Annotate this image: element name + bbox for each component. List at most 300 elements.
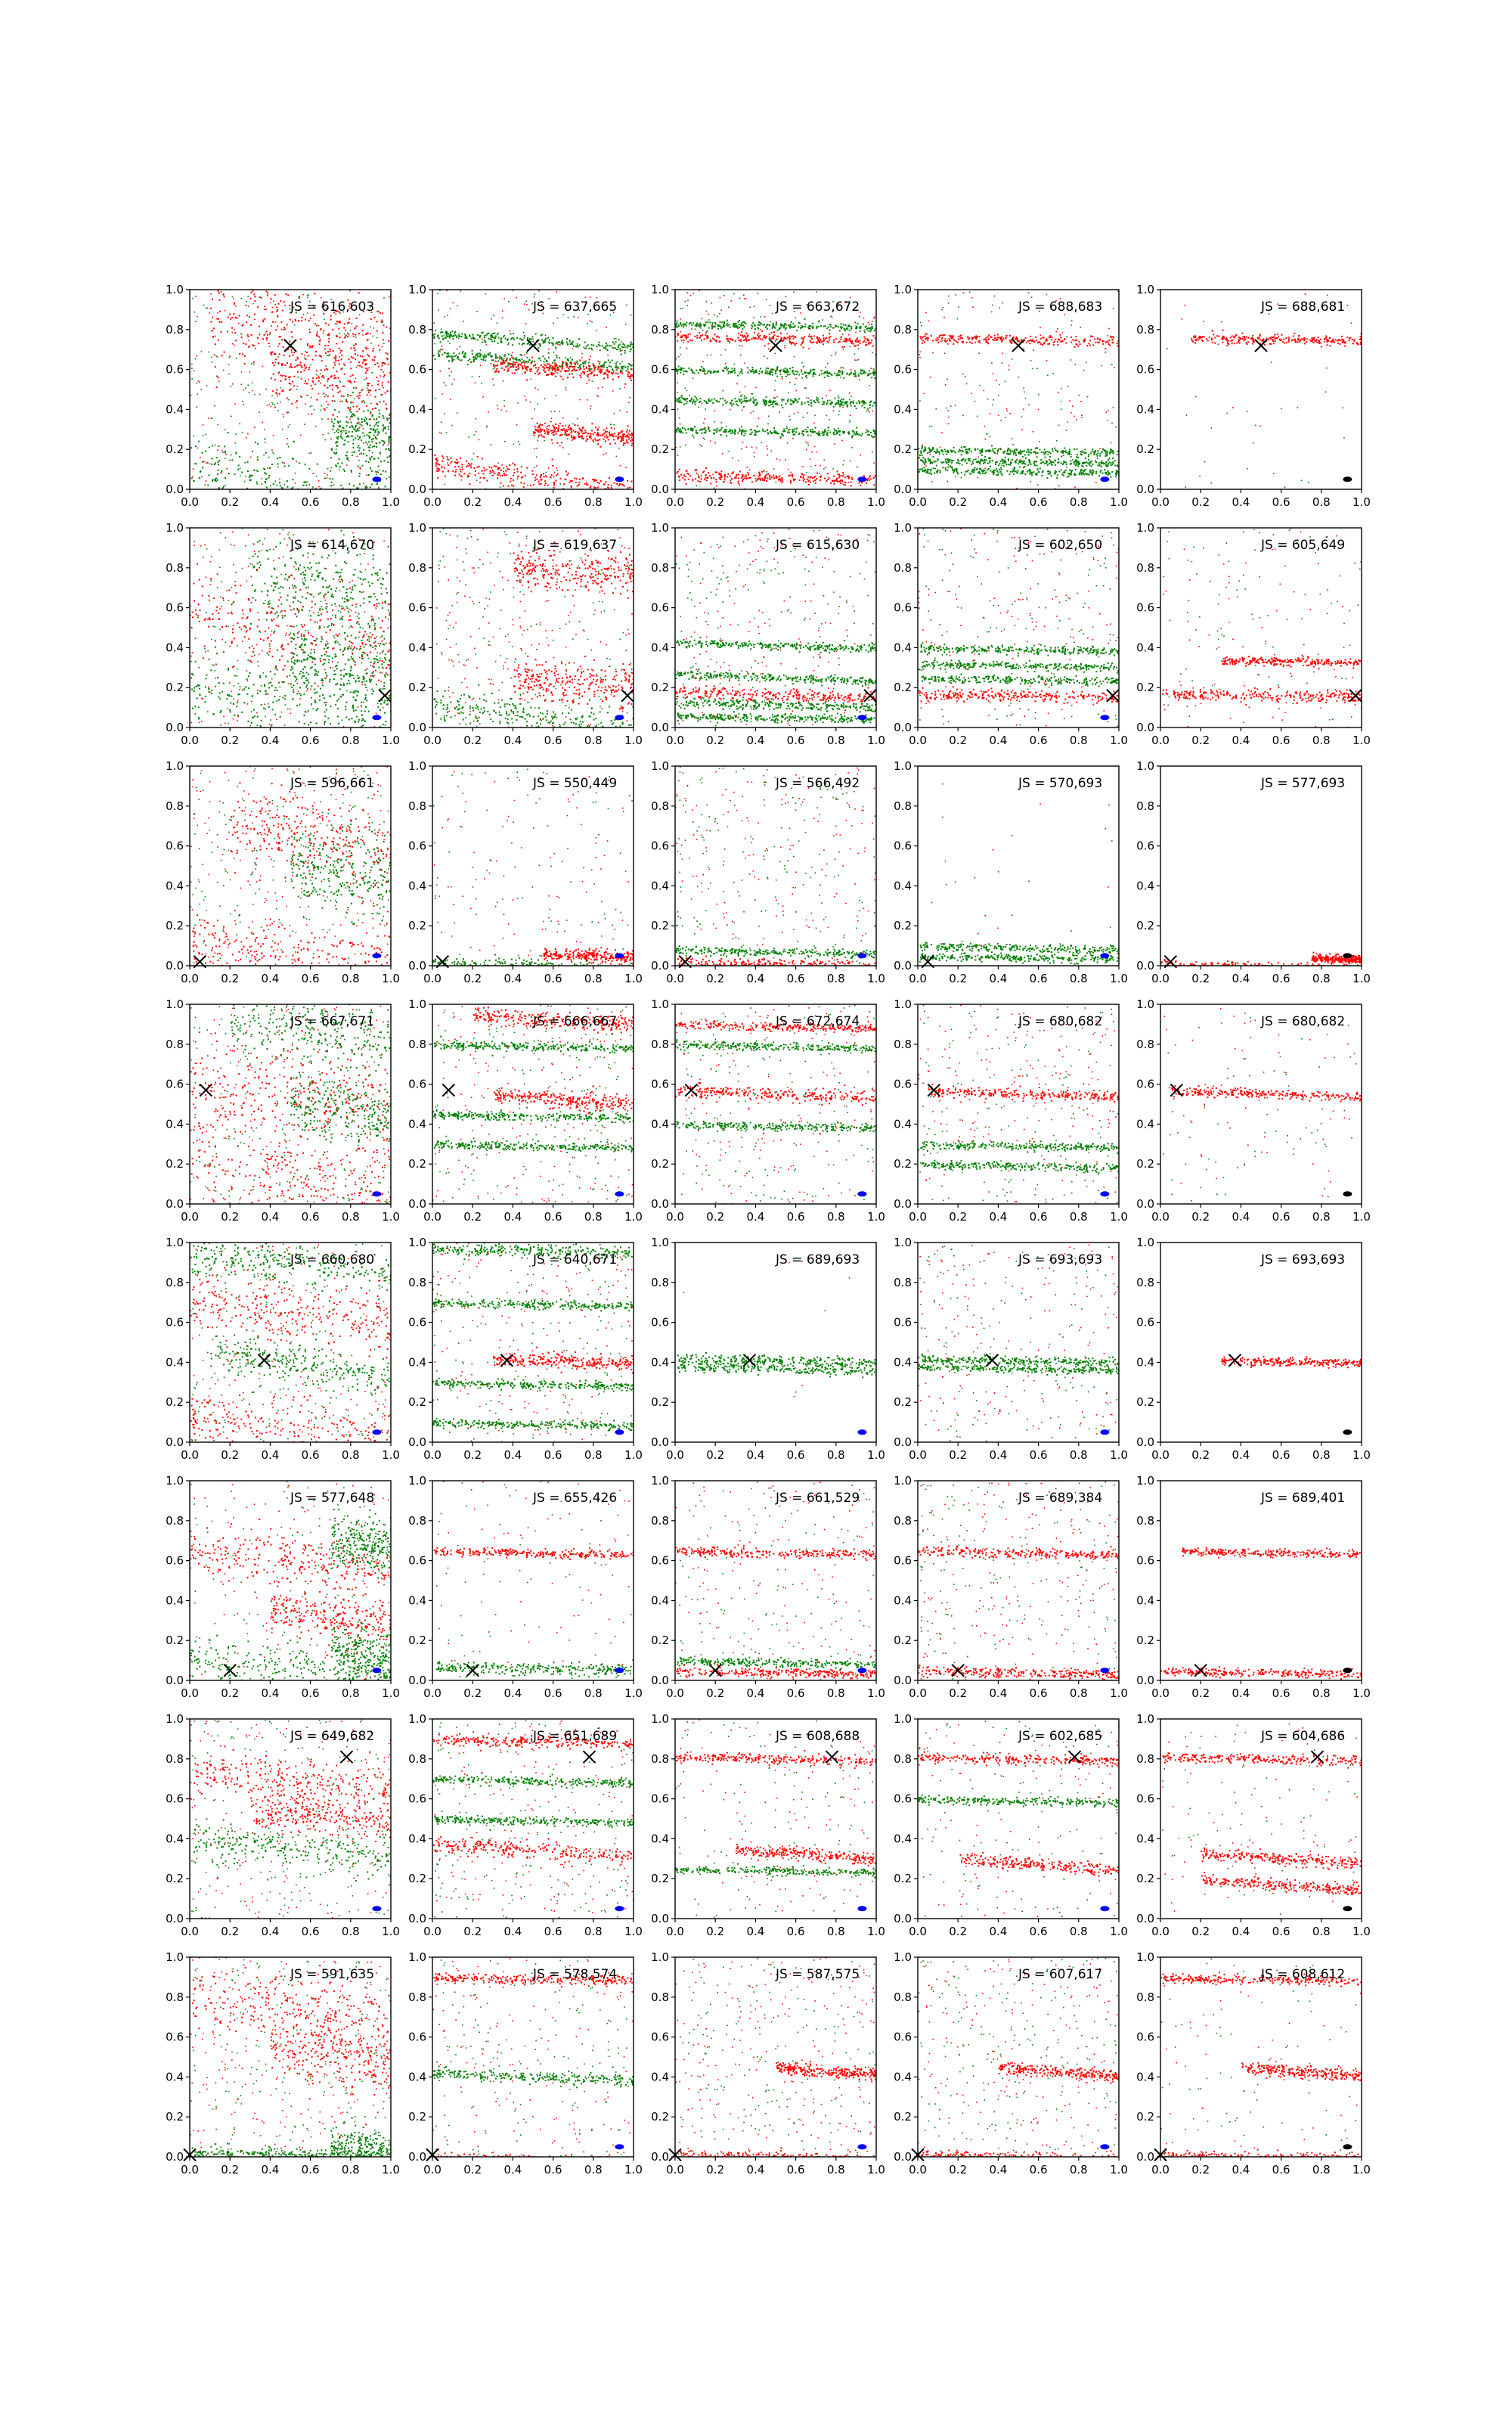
scatter-point bbox=[218, 290, 219, 292]
scatter-point bbox=[841, 481, 843, 482]
scatter-point bbox=[385, 352, 386, 354]
scatter-point bbox=[287, 362, 288, 364]
scatter-point bbox=[835, 479, 837, 481]
scatter-point bbox=[310, 365, 311, 366]
scatter-point bbox=[211, 417, 212, 419]
scatter-point bbox=[282, 488, 284, 489]
scatter-point bbox=[630, 346, 631, 347]
scatter-point bbox=[229, 355, 231, 357]
scatter-point bbox=[373, 359, 375, 361]
scatter-point bbox=[796, 330, 798, 331]
scatter-point bbox=[497, 357, 498, 358]
scatter-point bbox=[710, 482, 711, 484]
scatter-point bbox=[215, 445, 216, 446]
scatter-point bbox=[868, 430, 869, 432]
scatter-point bbox=[361, 366, 363, 368]
scatter-point bbox=[848, 476, 850, 478]
scatter-point bbox=[692, 399, 694, 401]
scatter-point bbox=[484, 470, 485, 471]
scatter-point bbox=[352, 425, 353, 427]
scatter-point bbox=[244, 462, 246, 464]
scatter-point bbox=[859, 434, 860, 436]
scatter-point bbox=[684, 428, 686, 430]
scatter-point bbox=[573, 346, 575, 347]
scatter-point bbox=[249, 298, 251, 299]
scatter-point bbox=[544, 423, 546, 424]
scatter-point bbox=[805, 324, 807, 325]
scatter-point bbox=[720, 297, 721, 299]
scatter-point bbox=[343, 396, 345, 397]
scatter-point bbox=[330, 351, 331, 352]
scatter-point bbox=[434, 334, 435, 335]
scatter-point bbox=[766, 324, 767, 326]
scatter-point bbox=[465, 337, 466, 339]
scatter-point bbox=[222, 451, 224, 453]
scatter-point bbox=[843, 377, 844, 379]
scatter-point bbox=[388, 428, 389, 430]
scatter-point bbox=[747, 467, 748, 468]
scatter-point bbox=[716, 336, 717, 337]
scatter-point bbox=[738, 321, 739, 323]
scatter-point bbox=[367, 348, 369, 349]
scatter-point bbox=[600, 371, 602, 373]
scatter-point bbox=[547, 363, 548, 365]
scatter-point bbox=[351, 436, 352, 437]
scatter-point bbox=[245, 343, 246, 345]
scatter-point bbox=[774, 389, 776, 391]
scatter-point bbox=[708, 321, 709, 323]
scatter-point bbox=[389, 417, 390, 419]
scatter-point bbox=[683, 474, 685, 476]
scatter-point bbox=[307, 395, 308, 396]
scatter-point bbox=[378, 487, 380, 489]
scatter-point bbox=[513, 463, 514, 464]
scatter-point bbox=[309, 329, 311, 330]
scatter-point bbox=[569, 374, 570, 375]
scatter-point bbox=[336, 371, 338, 372]
scatter-point bbox=[590, 486, 591, 487]
scatter-point bbox=[217, 461, 218, 463]
scatter-point bbox=[833, 411, 835, 412]
scatter-point bbox=[551, 411, 553, 413]
scatter-point bbox=[806, 377, 807, 379]
scatter-point bbox=[559, 445, 561, 447]
scatter-point bbox=[500, 482, 502, 484]
scatter-point bbox=[795, 325, 796, 327]
scatter-point bbox=[565, 425, 566, 427]
scatter-point bbox=[334, 400, 336, 402]
scatter-point bbox=[624, 383, 626, 385]
scatter-point bbox=[358, 445, 359, 446]
scatter-point bbox=[318, 480, 320, 482]
scatter-point bbox=[378, 458, 380, 459]
scatter-point bbox=[266, 330, 268, 332]
scatter-point bbox=[383, 387, 384, 389]
scatter-point bbox=[471, 463, 472, 464]
scatter-point bbox=[854, 359, 856, 361]
scatter-point bbox=[534, 364, 536, 365]
scatter-point bbox=[327, 355, 328, 356]
scatter-point bbox=[503, 360, 504, 361]
scatter-point bbox=[562, 379, 564, 380]
scatter-point bbox=[631, 365, 632, 366]
scatter-point bbox=[494, 366, 495, 368]
scatter-point bbox=[506, 466, 507, 467]
scatter-point bbox=[451, 425, 453, 427]
scatter-point bbox=[711, 355, 712, 356]
scatter-point bbox=[503, 369, 505, 371]
scatter-point bbox=[618, 368, 620, 369]
scatter-point bbox=[353, 406, 355, 408]
scatter-point bbox=[793, 373, 795, 374]
scatter-point bbox=[868, 410, 869, 411]
x-tick-label: 0.0 bbox=[423, 495, 442, 509]
scatter-point bbox=[778, 433, 779, 434]
scatter-point bbox=[387, 390, 389, 392]
scatter-point bbox=[505, 338, 507, 340]
scatter-point bbox=[874, 330, 875, 331]
scatter-point bbox=[277, 458, 278, 459]
scatter-point bbox=[369, 437, 370, 439]
scatter-point bbox=[383, 371, 384, 373]
scatter-point bbox=[705, 427, 706, 429]
scatter-point bbox=[716, 486, 717, 487]
scatter-point bbox=[792, 367, 794, 368]
scatter-point bbox=[735, 430, 736, 432]
scatter-point bbox=[346, 425, 348, 427]
scatter-point bbox=[277, 309, 278, 311]
scatter-point bbox=[866, 482, 867, 484]
scatter-point bbox=[567, 438, 569, 439]
scatter-point bbox=[462, 467, 463, 468]
scatter-point bbox=[566, 363, 568, 365]
scatter-point bbox=[747, 367, 748, 368]
scatter-point bbox=[761, 442, 763, 444]
scatter-point bbox=[539, 483, 541, 485]
scatter-point bbox=[553, 427, 555, 428]
scatter-point bbox=[358, 365, 359, 367]
scatter-point bbox=[776, 475, 777, 476]
scatter-point bbox=[859, 327, 860, 328]
scatter-point bbox=[850, 326, 852, 327]
scatter-point bbox=[340, 485, 342, 486]
scatter-point bbox=[849, 325, 850, 327]
scatter-point bbox=[199, 382, 200, 383]
scatter-point bbox=[495, 361, 497, 362]
scatter-point bbox=[219, 311, 221, 312]
scatter-point bbox=[572, 437, 574, 439]
scatter-point bbox=[941, 309, 943, 311]
scatter-point bbox=[867, 340, 869, 341]
scatter-point bbox=[744, 400, 745, 402]
scatter-point bbox=[300, 361, 302, 363]
scatter-point bbox=[479, 335, 481, 337]
scatter-point bbox=[867, 478, 869, 479]
scatter-point bbox=[688, 479, 689, 480]
scatter-point bbox=[784, 324, 785, 325]
scatter-point bbox=[573, 377, 575, 378]
scatter-point bbox=[343, 469, 345, 470]
scatter-point bbox=[370, 395, 371, 396]
scatter-point bbox=[447, 458, 448, 460]
scatter-point bbox=[600, 480, 602, 482]
scatter-point bbox=[438, 470, 439, 472]
scatter-point bbox=[861, 482, 863, 483]
scatter-point bbox=[323, 434, 324, 436]
scatter-points bbox=[675, 290, 878, 490]
scatter-point bbox=[531, 338, 532, 340]
scatter-point bbox=[871, 324, 872, 325]
scatter-point bbox=[716, 430, 717, 431]
scatter-point bbox=[240, 476, 241, 477]
scatter-point bbox=[849, 392, 850, 394]
scatter-point bbox=[350, 407, 352, 408]
scatter-point bbox=[860, 340, 861, 341]
scatter-point bbox=[553, 323, 554, 324]
scatter-point bbox=[271, 449, 273, 451]
scatter-point bbox=[544, 367, 545, 368]
scatter-point bbox=[705, 321, 707, 323]
scatter-point bbox=[578, 436, 580, 438]
scatter-point bbox=[808, 404, 810, 405]
scatter-point bbox=[340, 382, 342, 383]
scatter-point bbox=[265, 333, 267, 334]
scatter-point bbox=[203, 435, 204, 436]
scatter-point bbox=[317, 335, 318, 337]
scatter-point bbox=[340, 368, 342, 370]
scatter-point bbox=[380, 473, 382, 475]
scatter-point bbox=[456, 459, 457, 461]
scatter-point bbox=[471, 361, 472, 363]
scatter-point bbox=[547, 432, 548, 433]
scatter-point bbox=[340, 431, 342, 433]
scatter-point bbox=[680, 368, 681, 370]
scatter-point bbox=[292, 479, 293, 480]
scatter-point bbox=[218, 445, 219, 447]
scatter-point bbox=[241, 337, 243, 338]
scatter-point bbox=[1006, 408, 1008, 410]
scatter-point bbox=[838, 342, 839, 343]
scatter-point bbox=[603, 484, 605, 486]
scatter-point bbox=[686, 325, 687, 327]
scatter-point bbox=[619, 483, 621, 485]
scatter-point bbox=[860, 455, 862, 456]
scatter-point bbox=[365, 486, 367, 488]
scatter-point bbox=[334, 362, 336, 364]
scatter-point bbox=[495, 354, 497, 355]
scatter-point bbox=[370, 413, 371, 414]
scatter-point bbox=[623, 366, 624, 368]
scatter-point bbox=[874, 377, 875, 379]
scatter-point bbox=[813, 400, 815, 402]
scatter-point bbox=[805, 376, 807, 377]
scatter-point bbox=[569, 425, 570, 427]
scatter-point bbox=[711, 340, 712, 342]
scatter-point bbox=[627, 442, 629, 443]
scatter-point bbox=[373, 445, 375, 447]
scatter-point bbox=[842, 472, 844, 473]
scatter-point bbox=[753, 399, 754, 401]
scatter-point bbox=[512, 352, 513, 354]
scatter-point bbox=[538, 440, 539, 442]
scatter-point bbox=[284, 466, 286, 467]
scatter-point bbox=[255, 296, 256, 297]
scatter-point bbox=[305, 485, 307, 486]
scatter-point bbox=[556, 373, 558, 374]
scatter-point bbox=[386, 478, 387, 479]
scatter-point bbox=[275, 358, 277, 360]
scatter-point bbox=[773, 406, 774, 408]
scatter-point bbox=[569, 341, 571, 343]
scatter-point bbox=[330, 319, 332, 321]
scatter-point bbox=[389, 414, 390, 416]
scatter-point bbox=[514, 464, 516, 466]
scatter-point bbox=[513, 444, 515, 445]
scatter-point bbox=[316, 476, 318, 477]
scatter-point bbox=[300, 371, 302, 373]
scatter-point bbox=[531, 368, 532, 370]
scatter-point bbox=[579, 375, 581, 377]
scatter-point bbox=[267, 293, 268, 294]
scatter-point bbox=[376, 471, 378, 473]
scatter-point bbox=[680, 367, 682, 368]
scatter-point bbox=[327, 369, 328, 371]
scatter-point bbox=[696, 370, 697, 371]
scatter-point bbox=[680, 424, 681, 425]
subplot-r1-c1 bbox=[166, 283, 400, 509]
scatter-point bbox=[274, 353, 275, 355]
scatter-point bbox=[501, 362, 503, 364]
scatter-point bbox=[607, 355, 609, 356]
scatter-point bbox=[513, 367, 514, 368]
scatter-point bbox=[597, 433, 599, 435]
scatter-point bbox=[512, 372, 513, 374]
scatter-point bbox=[287, 398, 288, 399]
scatter-point bbox=[606, 453, 607, 455]
scatter-point bbox=[791, 321, 792, 323]
scatter-point bbox=[254, 394, 256, 396]
scatter-point bbox=[741, 402, 742, 404]
scatter-point bbox=[440, 332, 442, 334]
scatter-point bbox=[788, 399, 789, 400]
scatter-point bbox=[792, 476, 793, 477]
scatter-point bbox=[1023, 408, 1024, 410]
scatter-point bbox=[451, 335, 452, 337]
scatter-point bbox=[757, 402, 758, 403]
scatter-point bbox=[489, 352, 491, 354]
scatter-point bbox=[572, 366, 573, 368]
scatter-point bbox=[497, 463, 499, 464]
scatter-point bbox=[827, 473, 829, 474]
scatter-point bbox=[205, 434, 206, 436]
scatter-point bbox=[562, 361, 563, 362]
scatter-point bbox=[740, 355, 742, 356]
scatter-point bbox=[839, 480, 841, 482]
scatter-point bbox=[719, 325, 720, 327]
scatter-point bbox=[610, 366, 612, 368]
scatter-point bbox=[287, 427, 289, 428]
scatter-point bbox=[830, 315, 832, 317]
scatter-point bbox=[600, 446, 601, 448]
scatter-point bbox=[701, 366, 702, 368]
scatter-point bbox=[379, 413, 380, 414]
scatter-point bbox=[193, 436, 194, 437]
scatter-point bbox=[296, 407, 298, 408]
scatter-point bbox=[760, 339, 761, 340]
scatter-point bbox=[472, 353, 473, 355]
scatter-point bbox=[508, 353, 510, 355]
scatter-point bbox=[759, 371, 761, 372]
scatter-point bbox=[805, 388, 807, 389]
scatter-point bbox=[727, 473, 729, 475]
scatter-point bbox=[808, 445, 810, 446]
scatter-point bbox=[305, 319, 306, 321]
scatter-point bbox=[350, 402, 352, 403]
scatter-point bbox=[507, 468, 508, 470]
scatter-point bbox=[853, 435, 854, 436]
scatter-point bbox=[281, 365, 283, 366]
scatter-point bbox=[559, 483, 561, 485]
scatter-point bbox=[266, 290, 268, 292]
scatter-point bbox=[698, 407, 699, 408]
scatter-point bbox=[375, 389, 376, 391]
scatter-point bbox=[433, 322, 435, 324]
scatter-point bbox=[714, 433, 715, 434]
scatter-point bbox=[365, 359, 367, 361]
scatter-point bbox=[367, 487, 368, 489]
scatter-point bbox=[270, 302, 271, 304]
scatter-point bbox=[801, 433, 803, 434]
scatter-point bbox=[833, 483, 835, 485]
scatter-point bbox=[694, 373, 696, 374]
scatter-point bbox=[347, 457, 349, 458]
scatter-point bbox=[367, 387, 368, 389]
scatter-point bbox=[599, 371, 600, 372]
scatter-point bbox=[857, 360, 858, 361]
scatter-point bbox=[380, 454, 381, 455]
scatter-point bbox=[844, 328, 846, 330]
scatter-point bbox=[863, 371, 865, 372]
scatter-point bbox=[725, 368, 727, 369]
scatter-point bbox=[362, 465, 364, 467]
scatter-point bbox=[677, 471, 679, 473]
scatter-point bbox=[747, 372, 748, 374]
scatter-point bbox=[612, 379, 614, 380]
scatter-point bbox=[788, 371, 789, 373]
scatter-point bbox=[533, 435, 534, 436]
scatter-point bbox=[446, 432, 448, 433]
scatter-point bbox=[775, 340, 776, 342]
scatter-point bbox=[596, 346, 598, 347]
scatter-point bbox=[554, 365, 556, 367]
scatter-point bbox=[277, 356, 279, 358]
scatter-point bbox=[593, 441, 594, 442]
scatter-point bbox=[371, 372, 373, 374]
scatter-point bbox=[870, 342, 872, 343]
scatter-point bbox=[232, 343, 234, 345]
scatter-point bbox=[700, 398, 702, 399]
scatter-point bbox=[276, 389, 277, 391]
scatter-point bbox=[218, 470, 219, 471]
scatter-point bbox=[724, 432, 726, 433]
scatter-point bbox=[532, 341, 534, 343]
scatter-point bbox=[599, 363, 600, 365]
scatter-point bbox=[268, 457, 270, 458]
scatter-point bbox=[556, 343, 557, 345]
scatter-point bbox=[335, 356, 336, 358]
scatter-point bbox=[603, 454, 605, 455]
scatter-point bbox=[833, 342, 835, 343]
